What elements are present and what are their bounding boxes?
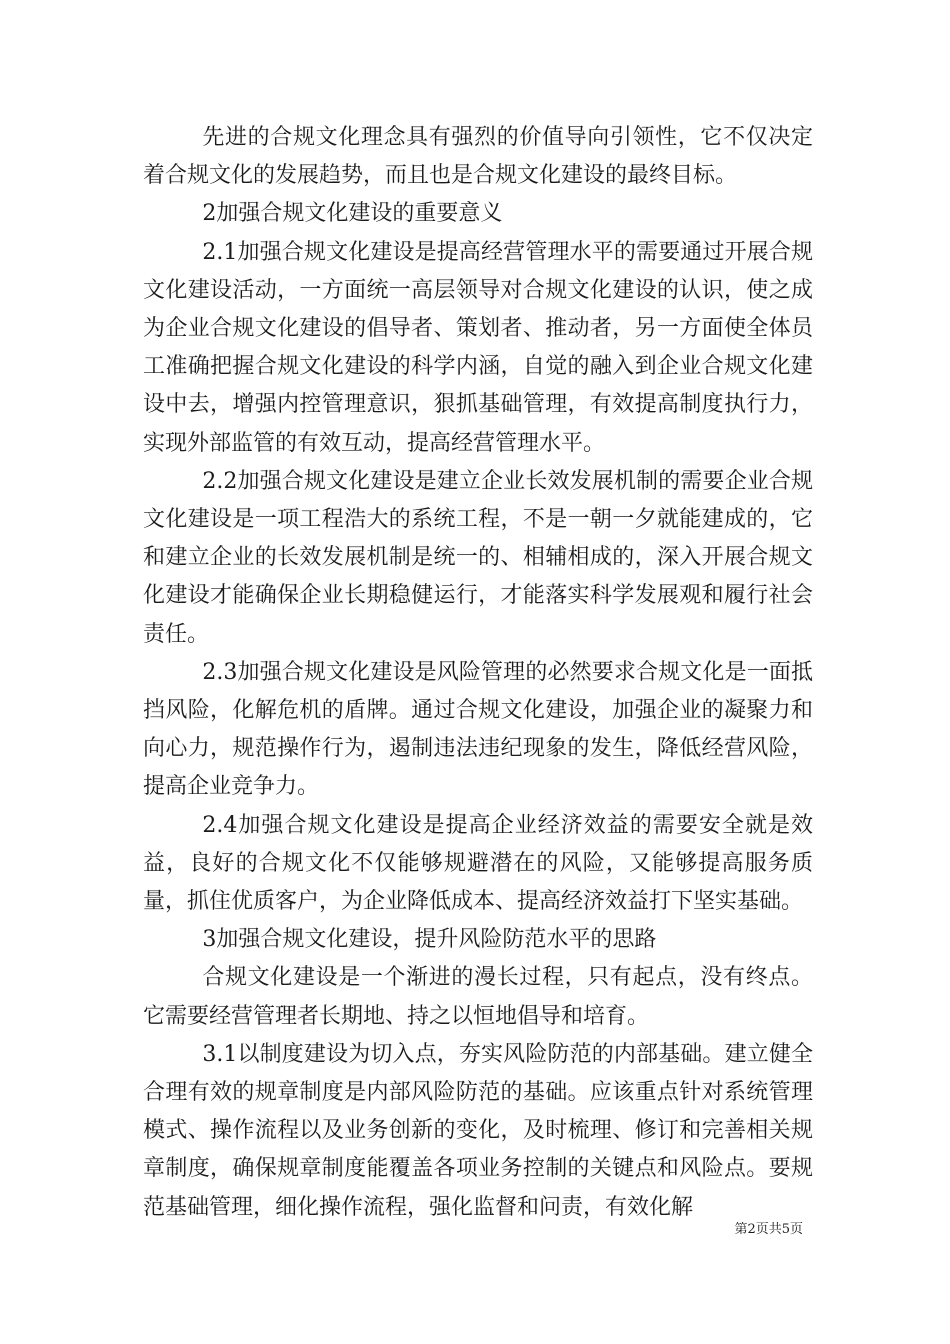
paragraph-2-4: 2.4加强合规文化建设是提高企业经济效益的需要安全就是效益，良好的合规文化不仅能够规避潜在的风险，又能够提高服务质量，抓住优质客户，为企业降低成本、提高经济效益打下坚实基础。 [143,812,813,915]
section-heading-3: 3加强合规文化建设，提升风险防范水平的思路 [202,927,657,953]
paragraph-2-2: 2.2加强合规文化建设是建立企业长效发展机制的需要企业合规文化建设是一项工程浩大的系统工程，不是一朝一夕就能建成的，它和建立企业的长效发展机制是统一的、相辅相成的，深入开展合规文化建设才能确保企业长期稳健运行，才能落实科学发展观和履行社会责任。 [143,468,813,647]
paragraph-3-1: 3.1以制度建设为切入点，夯实风险防范的内部基础。建立健全合理有效的规章制度是内部风险防范的基础。应该重点针对系统管理模式、操作流程以及业务创新的变化，及时梳理、修订和完善相关规章制度，确保规章制度能覆盖各项业务控制的关键点和风险点。要规范基础管理，细化操作流程，强化监督和问责，有效化解 [143,1041,813,1220]
paragraph-2-3: 2.3加强合规文化建设是风险管理的必然要求合规文化是一面抵挡风险，化解危机的盾牌。通过合规文化建设，加强企业的凝聚力和向心力，规范操作行为，遏制违法违纪现象的发生，降低经营风险，提高企业竞争力。 [143,659,813,800]
document-body [143,119,813,1227]
paragraph-intro: 先进的合规文化理念具有强烈的价值导向引领性，它不仅决定着合规文化的发展趋势，而且也是合规文化建设的最终目标。 [143,125,813,189]
section-heading-2: 2加强合规文化建设的重要意义 [202,201,503,227]
paragraph-3-intro: 合规文化建设是一个渐进的漫长过程，只有起点，没有终点。它需要经营管理者长期地、持之以恒地倡导和培育。 [143,965,813,1029]
page-number-footer: 第2页共5页 [734,1222,803,1237]
paragraph-2-1: 2.1加强合规文化建设是提高经营管理水平的需要通过开展合规文化建设活动，一方面统一高层领导对合规文化建设的认识，使之成为企业合规文化建设的倡导者、策划者、推动者，另一方面使全体员工准确把握合规文化建设的科学内涵，自觉的融入到企业合规文化建设中去，增强内控管理意识，狠抓基础管理，有效提高制度执行力，实现外部监管的有效互动，提高经营管理水平。 [143,239,813,456]
